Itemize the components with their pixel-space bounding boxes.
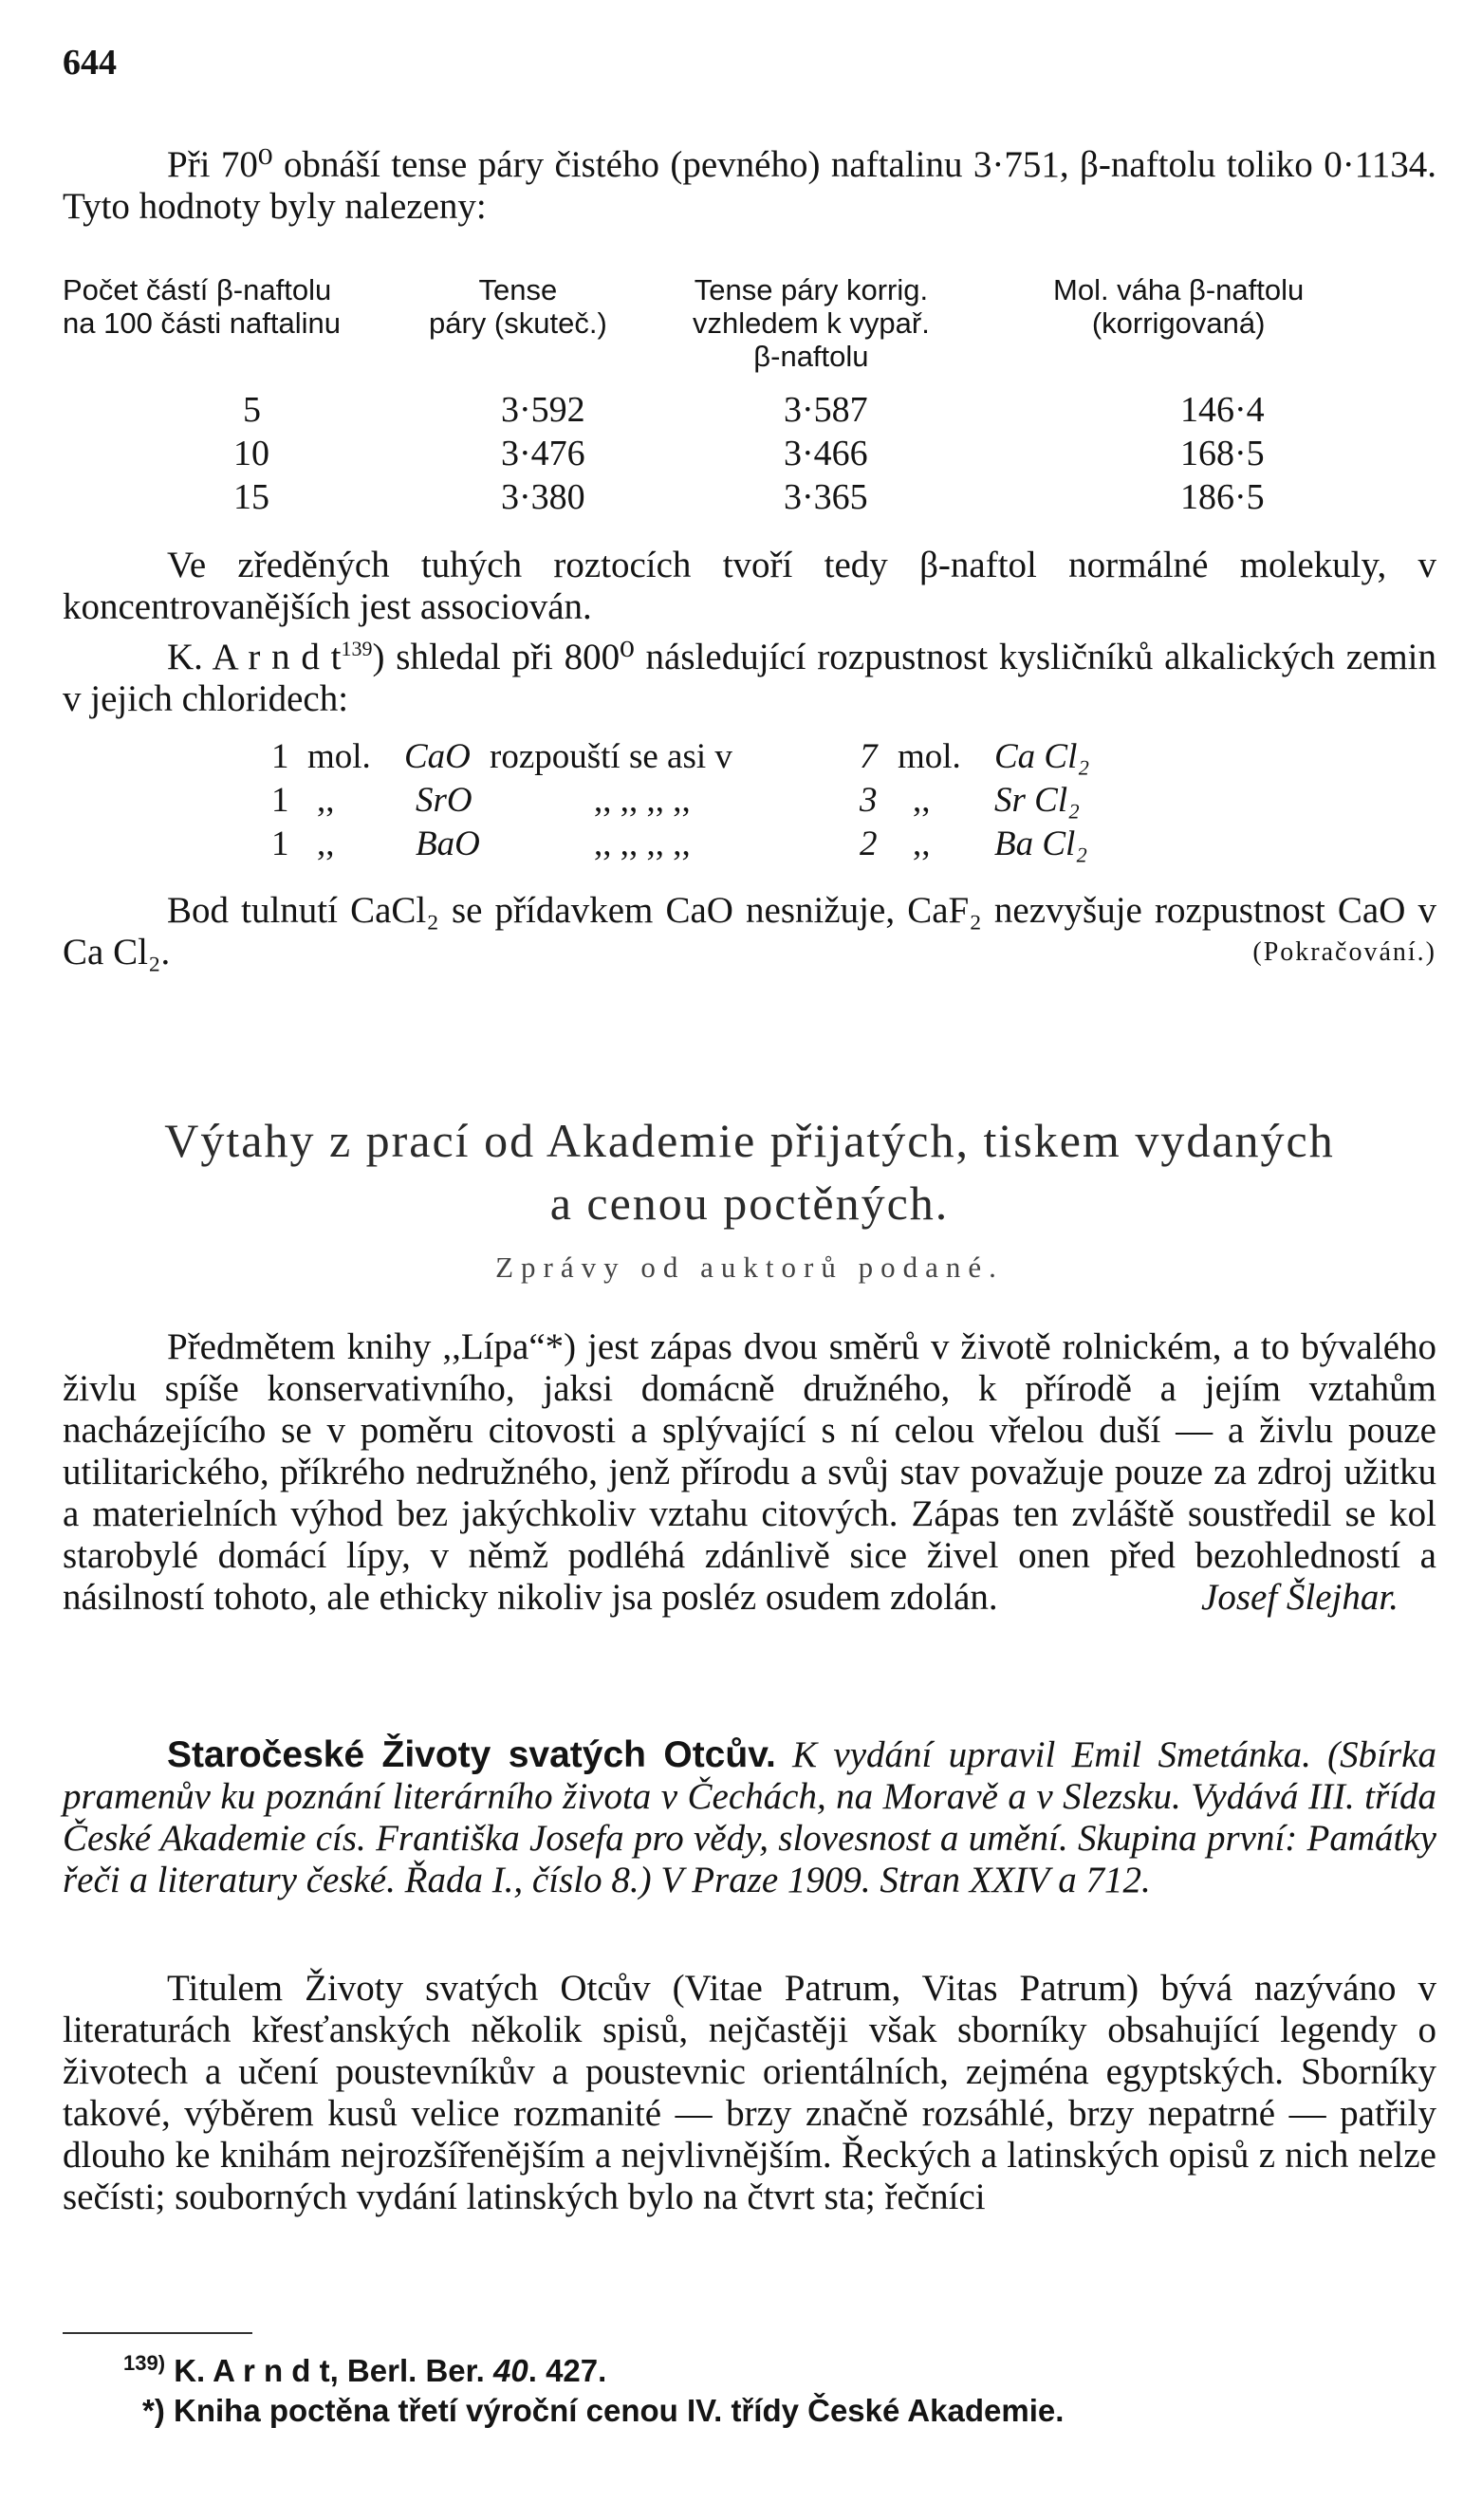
page-number: 644 — [63, 43, 117, 83]
cell: 3·592 — [501, 390, 585, 430]
table-header-parts — [63, 273, 341, 340]
table-row — [63, 433, 1436, 476]
footnote-text: K. A r n d t, Berl. Ber. — [174, 2353, 494, 2388]
continued-note: (Pokračování.) — [1252, 937, 1436, 967]
cell: 186·5 — [1180, 477, 1265, 517]
footnote-page: . 427. — [528, 2353, 607, 2388]
cell: BaO — [416, 825, 480, 863]
intro-text: Při 70⁰ obnáší tense páry čistého (pevného) naftalinu 3·751, β-naftolu toliko 0·1134. Tyto hodnoty byly nalezeny: — [63, 144, 1436, 227]
header-line: Tense páry korrig. — [694, 273, 929, 306]
cell: SrO — [416, 781, 472, 820]
table-row — [63, 389, 1436, 433]
footnote-mark: *) — [142, 2393, 165, 2428]
cell: 3 — [860, 781, 878, 820]
cell: 3·466 — [784, 434, 868, 473]
cell: 7 — [860, 737, 878, 776]
paragraph-normal-molecules — [63, 545, 1436, 628]
cell: CaO — [404, 737, 471, 776]
cell: mol. — [307, 737, 371, 776]
review-lipa — [63, 1326, 1436, 1619]
book-details: K vydání upravil Emil Smetánka. (Sbírka pramenův ku poznání literárního života v Čechách, na Moravě a v Slezsku. Vydává III. třída České Akademie cís. Františka Josefa pro vědy, slovesnost a umění. Skupina první: Památky řeči a literatury české. Řada I., číslo 8.) V Praze 1909. Stran XXIV a 712. — [63, 1734, 1436, 1900]
footnote-139 — [123, 2351, 606, 2389]
review-author: Josef Šlejhar. — [1201, 1577, 1399, 1618]
cell: 1 — [271, 737, 289, 776]
footnote-ref: 139 — [341, 637, 373, 660]
intro-paragraph — [63, 144, 1436, 228]
book-title: Staročeské Životy svatých Otcův. — [167, 1734, 776, 1775]
book-title-entry — [63, 1734, 1436, 1901]
cell: 3·380 — [501, 477, 585, 517]
cell: ,, — [913, 825, 931, 863]
paragraph-text — [63, 628, 1436, 720]
cell: Sr Cl₂ — [994, 781, 1080, 820]
paragraph-text: Ve zředěných tuhých roztocích tvoří tedy β-naftol normálné molekuly, v koncentrovanějších jest associován. — [63, 545, 1436, 627]
table-header-tension — [429, 273, 607, 340]
review-text: Předmětem knihy ,,Lípa“*) jest zápas dvou směrů v životě rolnickém, a to bývalého živlu spíše konservativního, jaksi domácně družného, k přírodě a jejím vztahům nacházejícího se v poměru citovosti a splývající s ní celou vřelou duší — a živlu pouze utilitarického, příkrého nedružného, jenž přírodu a svůj stav považuje pouze za zdroj užitku a materielních výhod bez jakýchkoliv vztahu citových. Zápas ten zvláště soustředil se kol starobylé domácí lípy, v němž podléhá zdánlivě sice živel onen před bezohledností a násilností tohoto, ale ethicky nikoliv jsa posléz osudem zdolán. — [63, 1326, 1436, 1618]
review-zivoty — [63, 1968, 1436, 2218]
section-heading-line2: a cenou poctěných. — [549, 1177, 950, 1230]
cell: mol. — [898, 737, 961, 776]
header-line: páry (skuteč.) — [429, 306, 607, 340]
header-line: (korrigovaná) — [1091, 306, 1266, 340]
cell: 10 — [233, 434, 269, 473]
header-line: Počet částí β-naftolu — [63, 273, 332, 306]
section-subheading: Zprávy od auktorů podané. — [495, 1251, 1004, 1284]
section-heading-line1: Výtahy z prací od Akademie přijatých, tiskem vydaných — [164, 1114, 1335, 1167]
cell: Ba Cl₂ — [994, 825, 1088, 863]
footnote-text: Kniha poctěna třetí výroční cenou IV. třídy České Akademie. — [174, 2393, 1065, 2428]
paragraph-melting-point — [63, 890, 1436, 973]
paragraph-rest: ) shledal při 800⁰ následující rozpustnost kysličníků alkalických zemin v jejich chloridech: — [63, 637, 1436, 719]
author-name: K. A r n d t — [167, 637, 342, 677]
cell: ,, — [317, 825, 335, 863]
cell: 3·365 — [784, 477, 868, 517]
cell: ,, ,, ,, ,, — [594, 825, 691, 863]
review-text: Titulem Životy svatých Otcův (Vitae Patrum, Vitas Patrum) bývá nazýváno v literaturách křesťanských několik spisů, nejčastěji však sborníky obsahující legendy o životech a učení poustevníkův a poustevnic orientálních, zejména egyptských. Sborníky takové, výběrem kusů velice rozmanité — brzy značně rozsáhlé, brzy nepatrné — patřily dlouho ke knihám nejrozšířenějším a nejvlivnějším. Řeckých a latinských opisů z nich nelze sečísti; souborných vydání latinských bylo na čtvrt sta; řečníci — [63, 1968, 1436, 2217]
table-header-corrected — [693, 273, 930, 373]
paragraph-arndt — [63, 628, 1436, 720]
cell: 1 — [271, 781, 289, 820]
header-line: vzhledem k vypař. — [693, 306, 930, 340]
cell: 1 — [271, 825, 289, 863]
cell: 168·5 — [1180, 434, 1265, 473]
cell: 2 — [860, 825, 878, 863]
cell: 5 — [243, 390, 261, 430]
table-row — [63, 476, 1436, 520]
footnote-star — [142, 2393, 1064, 2429]
header-line: na 100 části naftalinu — [63, 306, 341, 340]
cell: Ca Cl₂ — [994, 737, 1090, 776]
cell: 3·587 — [784, 390, 868, 430]
cell: ,, — [913, 781, 931, 820]
footnote-volume: 40 — [493, 2353, 528, 2388]
cell: 15 — [233, 477, 269, 517]
header-line: Mol. váha β-naftolu — [1053, 273, 1305, 306]
cell: 3·476 — [501, 434, 585, 473]
paragraph-text — [63, 890, 1436, 973]
table-header-molweight — [1053, 273, 1304, 340]
paragraph-body: Bod tulnutí CaCl₂ se přídavkem CaO nesnižuje, CaF₂ nezvyšuje rozpustnost CaO v Ca Cl₂. — [63, 890, 1436, 973]
header-line: Tense — [478, 273, 558, 306]
header-line: β-naftolu — [753, 340, 869, 373]
footnote-divider — [63, 2332, 252, 2334]
footnote-mark: 139) — [123, 2351, 166, 2375]
cell: rozpouští se asi v — [490, 737, 732, 776]
cell: 146·4 — [1180, 390, 1265, 430]
cell: ,, ,, ,, ,, — [594, 781, 691, 820]
cell: ,, — [317, 781, 335, 820]
book-title-text — [63, 1734, 1436, 1901]
